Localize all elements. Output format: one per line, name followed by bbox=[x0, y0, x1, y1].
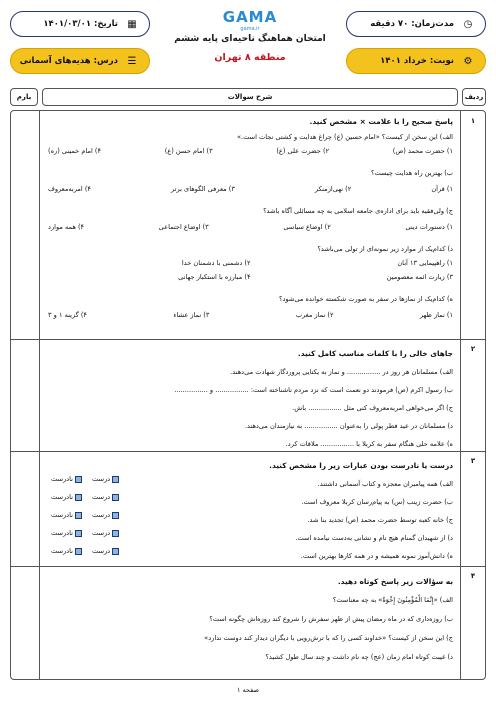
questions-table bbox=[10, 110, 486, 680]
tf-choice bbox=[51, 475, 119, 483]
option[interactable]: ۲) دشمنی با دشمنان خدا bbox=[181, 259, 251, 267]
checkbox-icon[interactable] bbox=[112, 530, 119, 537]
question-title: پاسخ صحیح را با علامت × مشخص کنید. bbox=[309, 117, 453, 126]
tf-statement: د) از شهیدان گمنام هیچ نام و نشانی به‌دست نیامده است. bbox=[295, 534, 453, 542]
option[interactable]: ۴) همه موارد bbox=[48, 223, 85, 231]
fill-line: ه) علامه حلی هنگام سفر به کربلا با ................ ملاقات کرد. bbox=[285, 440, 453, 448]
option[interactable]: ۲) نماز مغرب bbox=[295, 311, 334, 319]
question-stem: الف) این سخن از کیست؟ «امام حسین (ع) چراغ هدایت و کشتی نجات است.» bbox=[236, 133, 453, 141]
question-stem: ب) بهترین راه هدایت چیست؟ bbox=[371, 169, 453, 177]
question-4 bbox=[48, 572, 453, 667]
options-row bbox=[48, 310, 453, 320]
books-icon: ☰ bbox=[127, 55, 137, 67]
course-box bbox=[10, 48, 150, 74]
false-label: نادرست bbox=[51, 511, 73, 519]
options-col bbox=[48, 258, 251, 282]
true-choice[interactable] bbox=[92, 547, 119, 555]
logo-text: GAMA bbox=[222, 8, 278, 26]
option[interactable]: ۴) امام خمینی (ره) bbox=[48, 147, 102, 155]
calendar-icon: ▦ bbox=[127, 18, 137, 30]
checkbox-icon[interactable] bbox=[75, 512, 82, 519]
date-label: تاریخ: ۱۴۰۱/۰۳/۰۱ bbox=[43, 19, 118, 29]
divider bbox=[11, 339, 485, 340]
checkbox-icon[interactable] bbox=[75, 476, 82, 483]
checkbox-icon[interactable] bbox=[112, 494, 119, 501]
tf-choice bbox=[51, 511, 119, 519]
option[interactable]: ۳) نماز عشاء bbox=[173, 311, 210, 319]
options-col bbox=[251, 258, 454, 282]
true-label: درست bbox=[91, 547, 111, 555]
checkbox-icon[interactable] bbox=[112, 548, 119, 555]
false-choice[interactable] bbox=[51, 511, 82, 519]
option[interactable]: ۱) قرآن bbox=[431, 185, 453, 193]
question-1 bbox=[48, 117, 453, 320]
checkbox-icon[interactable] bbox=[75, 494, 82, 501]
true-choice[interactable] bbox=[92, 511, 119, 519]
false-label: نادرست bbox=[51, 529, 73, 537]
option[interactable]: ۱) راهپیمایی ۱۳ آبان bbox=[397, 259, 453, 267]
tf-choice bbox=[51, 529, 119, 537]
date-box bbox=[10, 11, 150, 37]
option[interactable]: ۱) دستورات دینی bbox=[405, 223, 453, 231]
session-box bbox=[346, 48, 486, 74]
short-answer-line: ج) این سخن از کیست؟ «خداوند کسی را که با ترش‌رویی با دیگران دیدار کند دوست ندارد» bbox=[204, 634, 453, 642]
logo-sub: gama.ir bbox=[240, 26, 260, 32]
true-choice[interactable] bbox=[92, 475, 119, 483]
option[interactable]: ۲) حضرت علی (ع) bbox=[276, 147, 330, 155]
short-answer-line: د) غیبت کوتاه امام زمان (عج) چه نام داشت و چند سال طول کشید؟ bbox=[265, 653, 453, 661]
false-choice[interactable] bbox=[51, 493, 82, 501]
false-label: نادرست bbox=[51, 475, 73, 483]
short-answer-line: ب) روزه‌داری که در ماه رمضان پیش از ظهر سفرش را شروع کند روزه‌اش چگونه است؟ bbox=[209, 615, 453, 623]
checkbox-icon[interactable] bbox=[75, 548, 82, 555]
tf-statement: ه) دانش‌آموز نمونه همیشه و در همه کارها بهترین است. bbox=[300, 552, 453, 560]
short-answer-line: الف) «إِنَّمَا الْمُؤْمِنُونَ إِخْوَةٌ» به چه معناست؟ bbox=[332, 596, 453, 604]
option[interactable]: ۴) گزینه ۱ و ۳ bbox=[48, 311, 87, 319]
options-row bbox=[48, 184, 453, 194]
divider bbox=[39, 111, 40, 679]
option[interactable]: ۲) نهی‌ازمنکر bbox=[314, 185, 352, 193]
row-col-header: ردیف bbox=[462, 88, 486, 106]
true-label: درست bbox=[91, 475, 111, 483]
question-title: به سؤالات زیر پاسخ کوتاه دهید. bbox=[337, 577, 453, 586]
option[interactable]: ۱) حضرت محمد (ص) bbox=[392, 147, 453, 155]
options-grid bbox=[48, 258, 453, 282]
gear-icon: ⚙ bbox=[463, 55, 473, 67]
questions-col-header: شرح سوالات bbox=[42, 88, 458, 106]
option[interactable]: ۳) امام حسن (ع) bbox=[164, 147, 213, 155]
option[interactable]: ۱) نماز ظهر bbox=[419, 311, 453, 319]
tf-statement: ب) حضرت زینب (س) به پیام‌رسان کربلا معروف است. bbox=[301, 498, 453, 506]
fill-line: ب) رسول اکرم (ص) فرمودند دو نعمت است که نزد مردم ناشناخته است: ................ و ................ bbox=[174, 386, 453, 394]
true-choice[interactable] bbox=[92, 493, 119, 501]
question-2 bbox=[48, 345, 453, 453]
option[interactable]: ۲) اوضاع سیاسی bbox=[283, 223, 331, 231]
false-choice[interactable] bbox=[51, 475, 82, 483]
question-number: ۱ bbox=[470, 117, 476, 125]
option[interactable]: ۳) اوضاع اجتماعی bbox=[158, 223, 209, 231]
tf-choice bbox=[51, 493, 119, 501]
option[interactable]: ۳) معرفی الگوهای برتر bbox=[170, 185, 235, 193]
session-label: نوبت: خرداد ۱۴۰۱ bbox=[380, 56, 454, 66]
gama-logo bbox=[195, 8, 305, 30]
divider bbox=[460, 111, 461, 679]
question-number: ۳ bbox=[470, 457, 476, 465]
tf-statement: الف) همه پیامبران معجزه و کتاب آسمانی داشتند. bbox=[317, 480, 453, 488]
false-label: نادرست bbox=[51, 547, 73, 555]
true-label: درست bbox=[91, 511, 111, 519]
clock-icon: ◷ bbox=[463, 18, 473, 30]
checkbox-icon[interactable] bbox=[75, 530, 82, 537]
question-number: ۲ bbox=[470, 345, 476, 353]
duration-box bbox=[346, 11, 486, 37]
false-choice[interactable] bbox=[51, 529, 82, 537]
fill-line: ج) اگر می‌خواهی امربه‌معروف کنی مثل ................ باش. bbox=[292, 404, 453, 412]
option[interactable]: ۴) امربه‌معروف bbox=[48, 185, 91, 193]
question-stem: د) کدام‌یک از موارد زیر نمونه‌ای از تولی می‌باشد؟ bbox=[317, 245, 453, 253]
checkbox-icon[interactable] bbox=[112, 476, 119, 483]
question-title: درست یا نادرست بودن عبارات زیر را مشخص کنید. bbox=[269, 461, 453, 470]
true-label: درست bbox=[91, 493, 111, 501]
question-title: جاهای خالی را با کلمات مناسب کامل کنید. bbox=[297, 349, 453, 358]
fill-line: الف) مسلمانان هر روز در ................ و نماز به یکتایی پروردگار شهادت می‌دهند. bbox=[230, 368, 453, 376]
question-number: ۴ bbox=[470, 572, 476, 580]
true-label: درست bbox=[91, 529, 111, 537]
option[interactable]: ۳) زیارت ائمه معصومین bbox=[386, 273, 453, 281]
course-label: درس: هدیه‌های آسمانی bbox=[19, 56, 118, 66]
tf-choice bbox=[51, 547, 119, 555]
false-label: نادرست bbox=[51, 493, 73, 501]
exam-header bbox=[10, 8, 486, 78]
exam-region: منطقه ۸ تهران bbox=[214, 52, 286, 63]
true-choice[interactable] bbox=[92, 529, 119, 537]
question-stem: ه) کدام‌یک از نمازها در سفر به صورت شکسته خوانده می‌شود؟ bbox=[278, 295, 453, 303]
duration-label: مدت‌زمان: ۷۰ دقیقه bbox=[370, 19, 454, 29]
exam-title: امتحان هماهنگ ناحیه‌ای پایه ششم bbox=[174, 34, 326, 44]
checkbox-icon[interactable] bbox=[112, 512, 119, 519]
question-stem: ج) ولی‌فقیه باید برای اداره‌ی جامعه اسلامی به چه مسائلی آگاه باشد؟ bbox=[263, 207, 453, 215]
tf-statement: ج) خانه کعبه توسط حضرت محمد (ص) تجدید بنا شد. bbox=[307, 516, 453, 524]
score-col-header: بارم bbox=[10, 88, 38, 106]
option[interactable]: ۴) مبارزه با استکبار جهانی bbox=[178, 273, 251, 281]
false-choice[interactable] bbox=[51, 547, 82, 555]
page-number: صفحه ۱ bbox=[236, 686, 260, 694]
options-row bbox=[48, 222, 453, 232]
options-row bbox=[48, 146, 453, 156]
table-head bbox=[10, 88, 486, 106]
divider bbox=[11, 566, 485, 567]
fill-line: د) مسلمانان در عید فطر پولی را به‌عنوان ................ به نیازمندان می‌دهند. bbox=[244, 422, 453, 430]
